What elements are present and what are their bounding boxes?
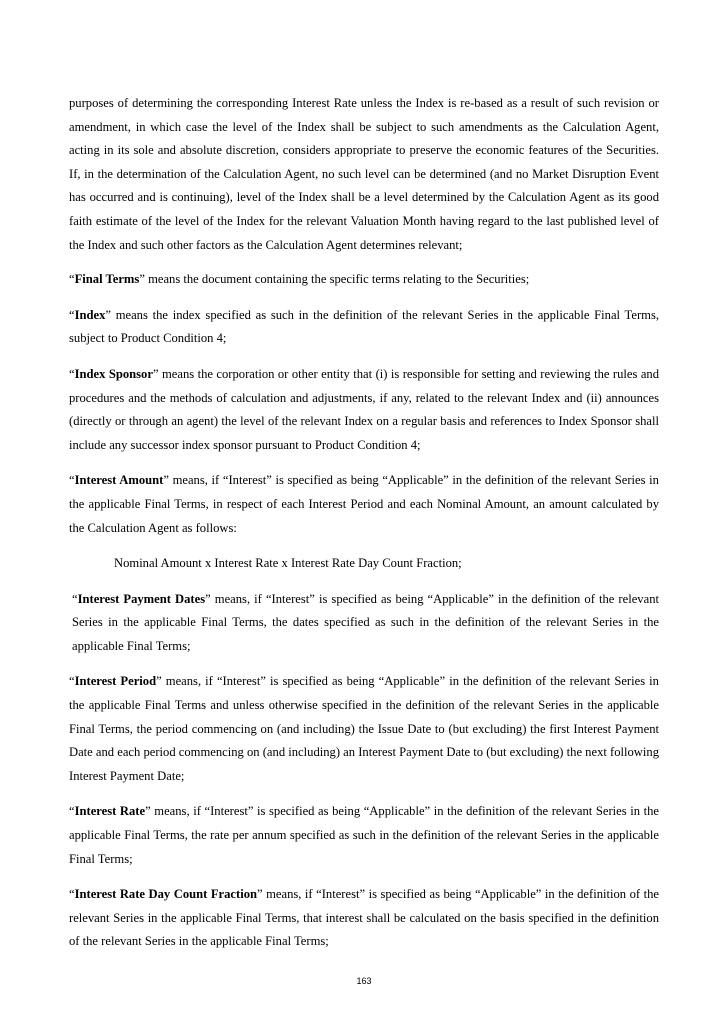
term-interest-rate: Interest Rate (74, 804, 146, 819)
continuation-paragraph: purposes of determining the corresponding Interest Rate unless the Index is re-based as a result of such revision or amendment, in which case the level of the Index shall be subject to such amendments as the Calculation Agent, acting in its sole and absolute discretion, considers appropriate to preserve the economic features of the Securities. If, in the determination of the Calculation Agent, no such level can be determined (and no Market Disruption Event has occurred and is continuing), level of the Index shall be a level determined by the Calculation Agent as its good faith estimate of the level of the Index for the relevant Valuation Month having regard to the last published level of the Index and such other factors as the Calculation Agent determines relevant; (69, 96, 659, 252)
definition-text: ” means, if “Interest” is specified as being “Applicable” in the definition of the relevant Series in the applicable Final Terms, the dates specified as such in the definition of the relevant Series in the applicable Final Terms; (72, 591, 659, 653)
term-index-sponsor: Index Sponsor (74, 366, 153, 381)
definition-text: ” means, if “Interest” is specified as being “Applicable” in the definition of the relevant Series in the applicable Final Terms, the rate per annum specified as such in the definition of the relevant Series in the applicable Final Terms; (69, 804, 659, 866)
interest-amount-formula: Nominal Amount x Interest Rate x Interest Rate Day Count Fraction; (114, 556, 462, 571)
definition-interest-period: “Interest Period” means, if “Interest” is specified as being “Applicable” in the definition of the relevant Series in the applicable Final Terms and unless otherwise specified in the definition of the relevant Series in the applicable Final Terms, the period commencing on (and including) the Issue Date to (but excluding) the first Interest Payment Date and each period commencing on (and including) an Interest Payment Date to (but excluding) the next following Interest Payment Date; (69, 674, 659, 783)
term-index: Index (74, 307, 106, 322)
definition-interest-payment-dates: “Interest Payment Dates” means, if “Interest” is specified as being “Applicable” in the definition of the relevant Series in the applicable Final Terms, the dates specified as such in the definition of the relevant Series in the applicable Final Terms; (72, 591, 659, 653)
definition-text: ” means, if “Interest” is specified as being “Applicable” in the definition of the relevant Series in the applicable Final Terms, that interest shall be calculated on the basis specified in the definition of the relevant Series in the applicable Final Terms; (69, 887, 659, 949)
definition-text: ” means the corporation or other entity that (i) is responsible for setting and reviewing the rules and procedures and the methods of calculation and adjustments, if any, related to the relevant Index and (ii) announces (directly or through an agent) the level of the relevant Index on a regular basis and references to Index Sponsor shall include any successor index sponsor pursuant to Product Condition 4; (69, 366, 660, 452)
definition-text: ” means, if “Interest” is specified as being “Applicable” in the definition of the relevant Series in the applicable Final Terms, in respect of each Interest Period and each Nominal Amount, an amount calculated by the Calculation Agent as follows: (69, 473, 659, 535)
definition-index-sponsor: “Index Sponsor” means the corporation or other entity that (i) is responsible for setting and reviewing the rules and procedures and the methods of calculation and adjustments, if any, related to the relevant Index and (ii) announces (directly or through an agent) the level of the relevant Index on a regular basis and references to Index Sponsor shall include any successor index sponsor pursuant to Product Condition 4; (69, 366, 660, 452)
definition-interest-rate-day-count-fraction: “Interest Rate Day Count Fraction” means, if “Interest” is specified as being “Applicable” in the definition of the relevant Series in the applicable Final Terms, that interest shall be calculated on the basis specified in the definition of the relevant Series in the applicable Final Terms; (69, 887, 659, 949)
term-interest-rate-day-count-fraction: Interest Rate Day Count Fraction (74, 887, 257, 902)
definition-text: ” means, if “Interest” is specified as being “Applicable” in the definition of the relevant Series in the applicable Final Terms and unless otherwise specified in the definition of the relevant Series in the applicable Final Terms, the period commencing on (and including) the Issue Date to (but excluding) the first Interest Payment Date and each period commencing on (and including) an Interest Payment Date to (but excluding) the next following Interest Payment Date; (69, 674, 659, 783)
definition-text: ” means the index specified as such in the definition of the relevant Series in the applicable Final Terms, subject to Product Condition 4; (69, 307, 659, 346)
definition-index: “Index” means the index specified as such in the definition of the relevant Series in the applicable Final Terms, subject to Product Condition 4; (69, 307, 659, 346)
term-interest-amount: Interest Amount (74, 473, 164, 488)
document-body (69, 92, 659, 966)
term-interest-payment-dates: Interest Payment Dates (77, 591, 206, 606)
page-number: 163 (356, 976, 372, 986)
definition-text: ” means the document containing the specific terms relating to the Securities; (139, 272, 530, 287)
term-interest-period: Interest Period (74, 674, 157, 689)
definition-interest-amount: “Interest Amount” means, if “Interest” is specified as being “Applicable” in the definition of the relevant Series in the applicable Final Terms, in respect of each Interest Period and each Nominal Amount, an amount calculated by the Calculation Agent as follows: (69, 473, 659, 535)
term-final-terms: Final Terms (74, 272, 140, 287)
definition-final-terms: “Final Terms” means the document containing the specific terms relating to the Securities; (69, 272, 530, 287)
definition-interest-rate: “Interest Rate” means, if “Interest” is specified as being “Applicable” in the definition of the relevant Series in the applicable Final Terms, the rate per annum specified as such in the definition of the relevant Series in the applicable Final Terms; (69, 804, 659, 866)
